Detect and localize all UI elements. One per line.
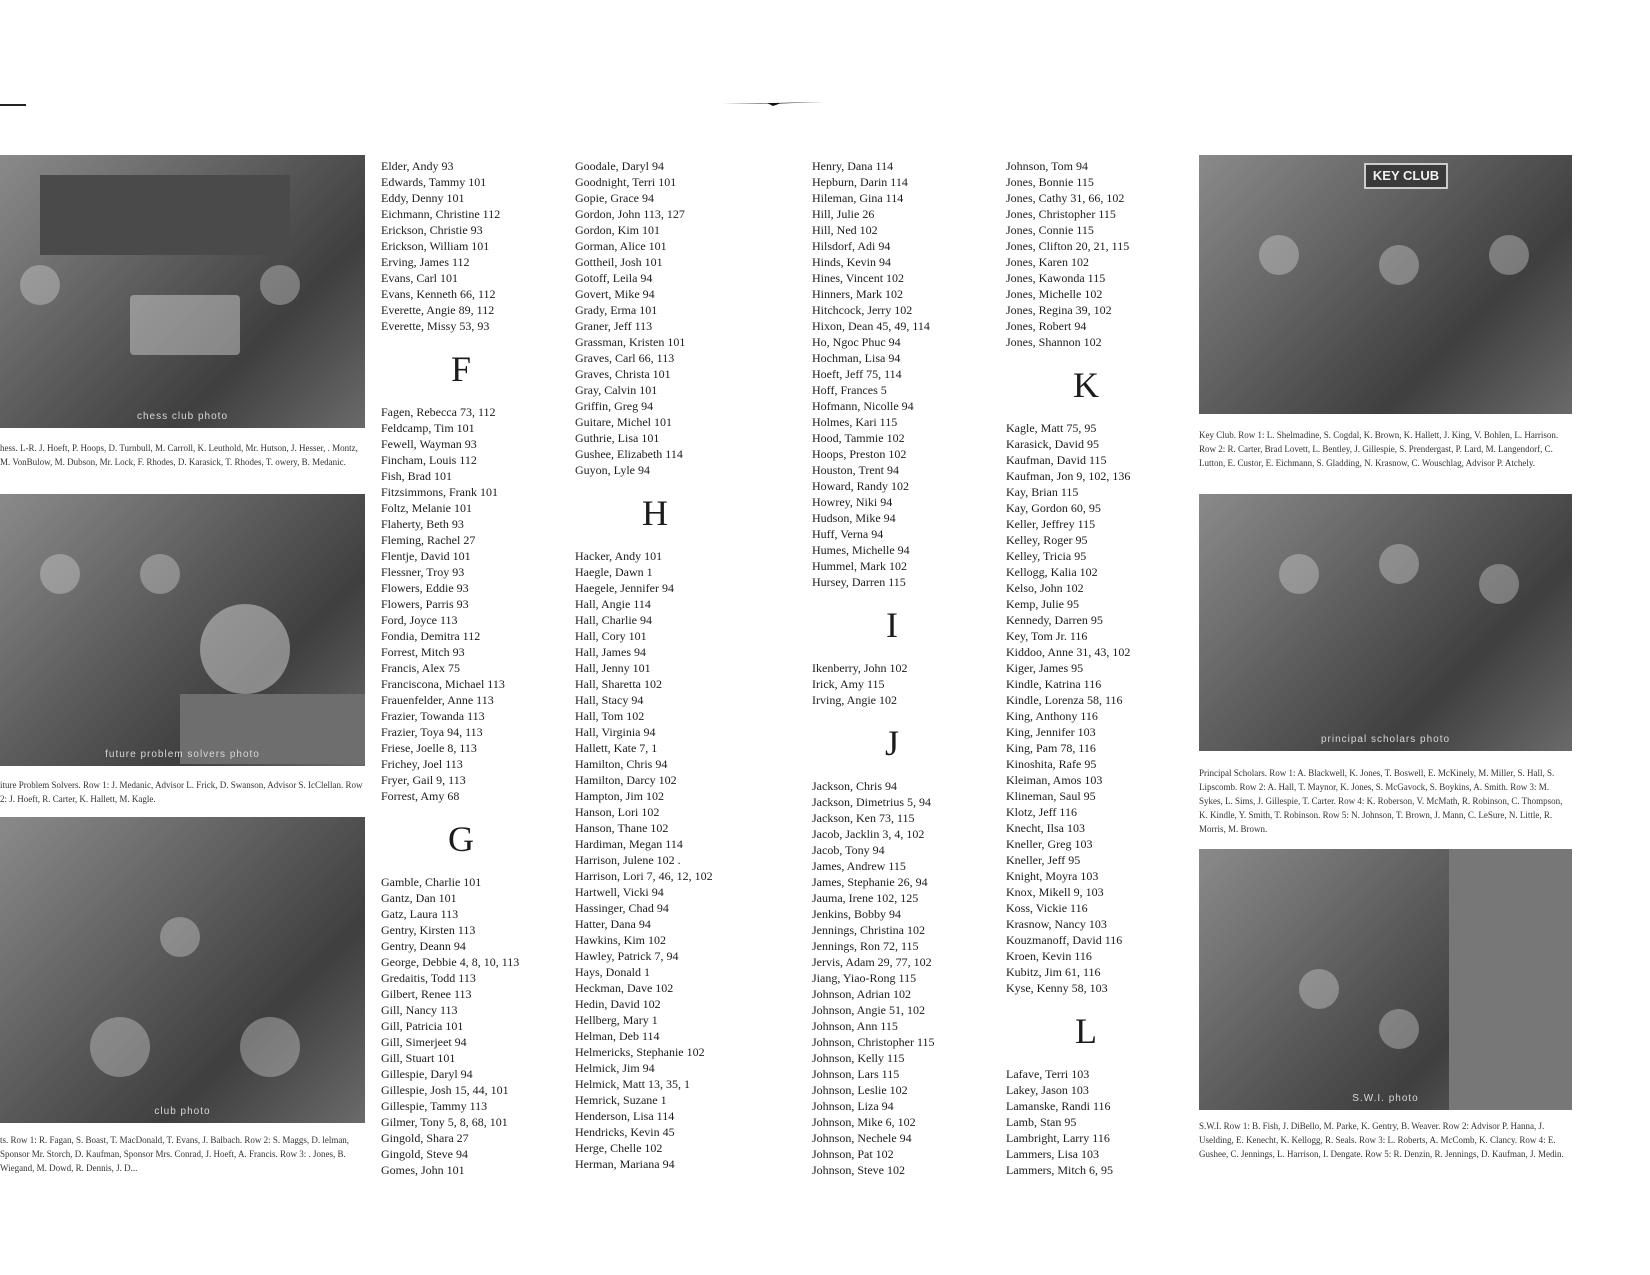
index-entry: Friese, Joelle 8, 113 <box>381 741 477 755</box>
index-entry: Jones, Cathy 31, 66, 102 <box>1006 191 1125 205</box>
index-entry: Kindle, Katrina 116 <box>1006 677 1102 691</box>
index-entry: Goodale, Daryl 94 <box>575 159 664 173</box>
index-entry: Hamilton, Darcy 102 <box>575 773 677 787</box>
index-entry: Griffin, Greg 94 <box>575 399 654 413</box>
index-entry: Kiger, James 95 <box>1006 661 1084 675</box>
index-entry: James, Andrew 115 <box>812 859 906 873</box>
index-entry: Hall, Tom 102 <box>575 709 645 723</box>
index-entry: Kaufman, David 115 <box>1006 453 1107 467</box>
index-entry: Gingold, Shara 27 <box>381 1131 469 1145</box>
page-rule-left <box>0 104 26 106</box>
index-entry: Jones, Michelle 102 <box>1006 287 1103 301</box>
index-entry: Johnson, Adrian 102 <box>812 987 911 1001</box>
index-entry: Herge, Chelle 102 <box>575 1141 663 1155</box>
future-problem-solvers-photo: future problem solvers photo <box>0 494 365 766</box>
index-entry: Helmick, Matt 13, 35, 1 <box>575 1077 690 1091</box>
section-letter: J <box>884 723 899 763</box>
index-entry: Gillespie, Tammy 113 <box>381 1099 488 1113</box>
index-entry: Kagle, Matt 75, 95 <box>1006 421 1097 435</box>
index-entry: Hines, Vincent 102 <box>812 271 905 285</box>
index-entry: Hacker, Andy 101 <box>575 549 663 563</box>
index-entry: Hampton, Jim 102 <box>575 789 664 803</box>
index-entry: Everette, Missy 53, 93 <box>381 319 490 333</box>
future-problem-solvers-caption: iture Problem Solvers. Row 1: J. Medanic, Advisor L. Frick, D. Swanson, Advisor S. IcClellan. Row 2: J. Hoeft, R. Carter, K. Hallett, M. Kagle. <box>0 780 363 804</box>
section-letter: F <box>450 349 472 389</box>
index-entry: Fondia, Demitra 112 <box>381 629 481 643</box>
index-entry: Hall, Stacy 94 <box>575 693 644 707</box>
index-entry: Kouzmanoff, David 116 <box>1006 933 1123 947</box>
index-entry: Ford, Joyce 113 <box>381 613 458 627</box>
index-entry: Henderson, Lisa 114 <box>575 1109 675 1123</box>
index-entry: Koss, Vickie 116 <box>1006 901 1088 915</box>
key-club-caption: Key Club. Row 1: L. Shelmadine, S. Cogdal, K. Brown, K. Hallett, J. King, V. Bohlen, L. Harrison. Row 2: R. Carter, Brad Lovett, L. Bentley, J. Gillespie, S. Prendergast, P. Lard, M. Langendorf, C. Lutton, E. Custor, E. Eichmann, S. Gladding, N. Krasnow, C. Wouschlag, Advisor P. Atchely. <box>1199 430 1559 468</box>
page-ornament <box>722 102 824 106</box>
index-entry: Hall, Sharetta 102 <box>575 677 662 691</box>
index-entry: Hassinger, Chad 94 <box>575 901 669 915</box>
index-entry: Hatter, Dana 94 <box>575 917 651 931</box>
index-entry: Hill, Julie 26 <box>812 207 875 221</box>
index-entry: Flowers, Eddie 93 <box>381 581 469 595</box>
index-entry: Jones, Shannon 102 <box>1006 335 1102 349</box>
index-entry: Henry, Dana 114 <box>812 159 894 173</box>
index-entry: Gilbert, Renee 113 <box>381 987 472 1001</box>
index-entry: Hoff, Frances 5 <box>812 383 887 397</box>
section-letter: K <box>1073 365 1099 405</box>
index-entry: Jervis, Adam 29, 77, 102 <box>812 955 932 969</box>
index-entry: Kelley, Tricia 95 <box>1006 549 1087 563</box>
section-letter: I <box>886 605 898 645</box>
index-entry: Johnson, Leslie 102 <box>812 1083 908 1097</box>
index-entry: Lafave, Terri 103 <box>1006 1067 1090 1081</box>
index-entry: Lakey, Jason 103 <box>1006 1083 1089 1097</box>
index-entry: Hofmann, Nicolle 94 <box>812 399 914 413</box>
index-entry: King, Jennifer 103 <box>1006 725 1096 739</box>
index-entry: Lammers, Lisa 103 <box>1006 1147 1099 1161</box>
index-entry: Hawley, Patrick 7, 94 <box>575 949 679 963</box>
index-entry: Key, Tom Jr. 116 <box>1006 629 1088 643</box>
index-entry: Hanson, Lori 102 <box>575 805 660 819</box>
index-entry: Jackson, Chris 94 <box>812 779 897 793</box>
index-entry: Hall, Charlie 94 <box>575 613 652 627</box>
index-entry: Kindle, Lorenza 58, 116 <box>1006 693 1123 707</box>
index-entry: Johnson, Mike 6, 102 <box>812 1115 916 1129</box>
index-entry: Guitare, Michel 101 <box>575 415 672 429</box>
index-entry: Lamanske, Randi 116 <box>1006 1099 1111 1113</box>
index-entry: Hall, Jenny 101 <box>575 661 651 675</box>
index-entry: Jones, Clifton 20, 21, 115 <box>1006 239 1130 253</box>
index-entry: Hochman, Lisa 94 <box>812 351 901 365</box>
index-entry: Gordon, Kim 101 <box>575 223 660 237</box>
index-entry: King, Pam 78, 116 <box>1006 741 1096 755</box>
index-entry: Jennings, Christina 102 <box>812 923 925 937</box>
index-entry: Eichmann, Christine 112 <box>381 207 501 221</box>
index-entry: Gentry, Deann 94 <box>381 939 466 953</box>
index-entry: Lamb, Stan 95 <box>1006 1115 1077 1129</box>
index-entry: Johnson, Ann 115 <box>812 1019 898 1033</box>
index-entry: Graner, Jeff 113 <box>575 319 653 333</box>
section-letter: L <box>1075 1011 1097 1051</box>
index-entry: Frauenfelder, Anne 113 <box>381 693 494 707</box>
index-entry: Francis, Alex 75 <box>381 661 460 675</box>
index-entry: Graves, Christa 101 <box>575 367 671 381</box>
index-entry: Kubitz, Jim 61, 116 <box>1006 965 1101 979</box>
index-entry: Evans, Carl 101 <box>381 271 458 285</box>
index-entry: Fitzsimmons, Frank 101 <box>381 485 499 499</box>
index-entry: Jones, Kawonda 115 <box>1006 271 1106 285</box>
index-entry: Lambright, Larry 116 <box>1006 1131 1110 1145</box>
index-entry: Hudson, Mike 94 <box>812 511 896 525</box>
index-entry: Hallett, Kate 7, 1 <box>575 741 658 755</box>
index-entry: Feldcamp, Tim 101 <box>381 421 475 435</box>
index-entry: Kaufman, Jon 9, 102, 136 <box>1006 469 1131 483</box>
index-entry: Kyse, Kenny 58, 103 <box>1006 981 1108 995</box>
index-entry: Jenkins, Bobby 94 <box>812 907 902 921</box>
index-entry: Johnson, Liza 94 <box>812 1099 894 1113</box>
index-entry: Karasick, David 95 <box>1006 437 1099 451</box>
index-entry: Kiddoo, Anne 31, 43, 102 <box>1006 645 1131 659</box>
index-entry: Kay, Brian 115 <box>1006 485 1079 499</box>
index-entry: Frazier, Towanda 113 <box>381 709 485 723</box>
index-entry: Jennings, Ron 72, 115 <box>812 939 919 953</box>
index-entry: Kroen, Kevin 116 <box>1006 949 1092 963</box>
index-entry: Grassman, Kristen 101 <box>575 335 686 349</box>
index-entry: Hummel, Mark 102 <box>812 559 907 573</box>
index-entry: Huff, Verna 94 <box>812 527 884 541</box>
index-entry: Hilsdorf, Adi 94 <box>812 239 891 253</box>
index-entry: Knox, Mikell 9, 103 <box>1006 885 1104 899</box>
index-entry: Foltz, Melanie 101 <box>381 501 472 515</box>
index-entry: Hepburn, Darin 114 <box>812 175 908 189</box>
section-letter: H <box>642 493 668 533</box>
index-entry: Gredaitis, Todd 113 <box>381 971 476 985</box>
index-entry: Guyon, Lyle 94 <box>575 463 650 477</box>
index-entry: Howard, Randy 102 <box>812 479 909 493</box>
index-entry: Flentje, David 101 <box>381 549 471 563</box>
index-entry: Hitchcock, Jerry 102 <box>812 303 913 317</box>
index-entry: Jacob, Jacklin 3, 4, 102 <box>812 827 925 841</box>
index-entry: Erickson, Christie 93 <box>381 223 483 237</box>
index-entry: Keller, Jeffrey 115 <box>1006 517 1096 531</box>
index-entry: Helmick, Jim 94 <box>575 1061 655 1075</box>
index-entry: Grady, Erma 101 <box>575 303 658 317</box>
index-entry: Hamilton, Chris 94 <box>575 757 668 771</box>
index-entry: Johnson, Christopher 115 <box>812 1035 935 1049</box>
index-entry: Flaherty, Beth 93 <box>381 517 464 531</box>
index-entry: Kellogg, Kalia 102 <box>1006 565 1098 579</box>
index-entry: Eddy, Denny 101 <box>381 191 465 205</box>
index-entry: Herman, Mariana 94 <box>575 1157 675 1171</box>
index-entry: Hall, Virginia 94 <box>575 725 656 739</box>
index-entry: Gorman, Alice 101 <box>575 239 667 253</box>
index-entry: Klotz, Jeff 116 <box>1006 805 1077 819</box>
index-entry: Hoeft, Jeff 75, 114 <box>812 367 902 381</box>
index-entry: Haegle, Dawn 1 <box>575 565 653 579</box>
index-entry: Hinners, Mark 102 <box>812 287 903 301</box>
index-entry: Hixon, Dean 45, 49, 114 <box>812 319 930 333</box>
index-entry: Hall, James 94 <box>575 645 646 659</box>
index-entry: Gingold, Steve 94 <box>381 1147 468 1161</box>
index-entry: Kemp, Julie 95 <box>1006 597 1079 611</box>
index-entry: Gatz, Laura 113 <box>381 907 459 921</box>
key-club-photo <box>1199 155 1572 414</box>
index-entry: Flowers, Parris 93 <box>381 597 469 611</box>
index-entry: Gilmer, Tony 5, 8, 68, 101 <box>381 1115 508 1129</box>
chess-club-photo: chess club photo <box>0 155 365 428</box>
index-entry: Gamble, Charlie 101 <box>381 875 482 889</box>
index-entry: Hall, Angie 114 <box>575 597 651 611</box>
index-entry: Hemrick, Suzane 1 <box>575 1093 667 1107</box>
index-column-3 <box>812 158 992 1177</box>
index-entry: Erving, James 112 <box>381 255 470 269</box>
index-entry: Harrison, Julene 102 . <box>575 853 681 867</box>
index-entry: Gomes, John 101 <box>381 1163 465 1177</box>
index-entry: Jackson, Dimetrius 5, 94 <box>812 795 931 809</box>
index-entry: Ikenberry, John 102 <box>812 661 908 675</box>
index-entry: Hardiman, Megan 114 <box>575 837 683 851</box>
index-entry: Holmes, Kari 115 <box>812 415 898 429</box>
principal-scholars-caption: Principal Scholars. Row 1: A. Blackwell, K. Jones, T. Boswell, E. McKinely, M. Miller, S. Hall, S. Lipscomb. Row 2: A. Hall, T. Maynor, K. Jones, S. McGavock, S. Boykins, A. Smith. Row 3: M. Sykes, L. Sims, J. Gillespie, T. Carter. Row 4: K. Roberson, V. McMath, R. Robinson, C. Thompson, K. Kindle, Y. Smith, T. Robinson. Row 5: N. Johnson, T. Brown, J. Mann, C. LeSure, N. Little, R. Morris, M. Brown. <box>1199 768 1563 834</box>
bottom-left-club-photo: club photo <box>0 817 365 1123</box>
index-entry: Krasnow, Nancy 103 <box>1006 917 1107 931</box>
index-entry: Hendricks, Kevin 45 <box>575 1125 675 1139</box>
index-entry: Hays, Donald 1 <box>575 965 650 979</box>
index-entry: Gotoff, Leila 94 <box>575 271 653 285</box>
index-entry: Gill, Nancy 113 <box>381 1003 458 1017</box>
index-entry: Johnson, Tom 94 <box>1006 159 1088 173</box>
index-entry: Hoops, Preston 102 <box>812 447 907 461</box>
index-entry: Gill, Simerjeet 94 <box>381 1035 467 1049</box>
index-entry: Gray, Calvin 101 <box>575 383 658 397</box>
index-entry: Johnson, Kelly 115 <box>812 1051 905 1065</box>
index-entry: Gopie, Grace 94 <box>575 191 654 205</box>
index-entry: Knight, Moyra 103 <box>1006 869 1099 883</box>
index-entry: Flessner, Troy 93 <box>381 565 465 579</box>
index-entry: Lammers, Mitch 6, 95 <box>1006 1163 1113 1177</box>
index-entry: Gantz, Dan 101 <box>381 891 457 905</box>
index-entry: Edwards, Tammy 101 <box>381 175 487 189</box>
index-entry: Gordon, John 113, 127 <box>575 207 685 221</box>
index-entry: Hill, Ned 102 <box>812 223 878 237</box>
index-entry: Johnson, Angie 51, 102 <box>812 1003 926 1017</box>
index-entry: Humes, Michelle 94 <box>812 543 910 557</box>
index-entry: Helman, Deb 114 <box>575 1029 660 1043</box>
key-club-banner: KEY CLUB <box>1364 163 1448 189</box>
index-entry: Jones, Bonnie 115 <box>1006 175 1094 189</box>
index-entry: Irving, Angie 102 <box>812 693 897 707</box>
index-entry: Jones, Robert 94 <box>1006 319 1087 333</box>
index-entry: Howrey, Niki 94 <box>812 495 893 509</box>
index-entry: Klineman, Saul 95 <box>1006 789 1096 803</box>
index-entry: Jones, Regina 39, 102 <box>1006 303 1112 317</box>
index-entry: Gill, Stuart 101 <box>381 1051 456 1065</box>
index-entry: Graves, Carl 66, 113 <box>575 351 675 365</box>
index-entry: Guthrie, Lisa 101 <box>575 431 660 445</box>
index-entry: Kelley, Roger 95 <box>1006 533 1088 547</box>
index-entry: Forrest, Mitch 93 <box>381 645 465 659</box>
index-entry: Kay, Gordon 60, 95 <box>1006 501 1101 515</box>
index-entry: Hellberg, Mary 1 <box>575 1013 658 1027</box>
index-entry: Kleiman, Amos 103 <box>1006 773 1103 787</box>
index-entry: Jackson, Ken 73, 115 <box>812 811 915 825</box>
index-entry: Jones, Christopher 115 <box>1006 207 1116 221</box>
index-entry: Elder, Andy 93 <box>381 159 454 173</box>
index-entry: Forrest, Amy 68 <box>381 789 460 803</box>
index-entry: King, Anthony 116 <box>1006 709 1098 723</box>
index-entry: Fleming, Rachel 27 <box>381 533 476 547</box>
index-entry: Heckman, Dave 102 <box>575 981 674 995</box>
index-entry: Ho, Ngoc Phuc 94 <box>812 335 901 349</box>
index-entry: Kneller, Jeff 95 <box>1006 853 1081 867</box>
index-entry: Gillespie, Josh 15, 44, 101 <box>381 1083 509 1097</box>
swi-caption: S.W.I. Row 1: B. Fish, J. DiBello, M. Parke, K. Gentry, B. Weaver. Row 2: Advisor P. Hanna, J. Uselding, E. Kenecht, K. Kellogg, R. Seals. Row 3: L. Roberts, A. McComb, K. Clancy. Row 4: E. Gushee, C. Jennings, L. Harrison, I. Dengate. Row 5: R. Denzin, R. Jennings, D. Kaufman, J. Medin. <box>1199 1121 1564 1159</box>
index-entry: Irick, Amy 115 <box>812 677 885 691</box>
index-entry: Helmericks, Stephanie 102 <box>575 1045 705 1059</box>
index-entry: Gill, Patricia 101 <box>381 1019 464 1033</box>
index-column-1 <box>381 158 561 1177</box>
index-entry: Houston, Trent 94 <box>812 463 900 477</box>
index-entry: Hartwell, Vicki 94 <box>575 885 664 899</box>
index-entry: Hileman, Gina 114 <box>812 191 904 205</box>
bottom-left-caption: ts. Row 1: R. Fagan, S. Boast, T. MacDonald, T. Evans, J. Balbach. Row 2: S. Maggs, D. lelman, Sponsor Mr. Storch, D. Kaufman, Sponsor Mrs. Conrad, J. Hoeft, A. Francis. Row 3: . Jones, B. Wiegand, M. Dowd, R. Dennis, J. D... <box>0 1135 350 1173</box>
index-entry: Hinds, Kevin 94 <box>812 255 891 269</box>
index-entry: Francisconа, Michael 113 <box>381 677 505 691</box>
index-entry: Gottheil, Josh 101 <box>575 255 663 269</box>
index-entry: Hall, Cory 101 <box>575 629 647 643</box>
index-entry: Hood, Tammie 102 <box>812 431 905 445</box>
principal-scholars-photo: principal scholars photo <box>1199 494 1572 751</box>
index-entry: Goodnight, Terri 101 <box>575 175 677 189</box>
index-entry: Fagen, Rebecca 73, 112 <box>381 405 496 419</box>
index-column-4 <box>1006 158 1186 1177</box>
index-entry: Hursey, Darren 115 <box>812 575 906 589</box>
index-entry: Evans, Kenneth 66, 112 <box>381 287 496 301</box>
index-entry: Hawkins, Kim 102 <box>575 933 666 947</box>
index-entry: James, Stephanie 26, 94 <box>812 875 928 889</box>
section-letter: G <box>448 819 474 859</box>
index-entry: Fincham, Louis 112 <box>381 453 477 467</box>
index-entry: Harrison, Lori 7, 46, 12, 102 <box>575 869 713 883</box>
index-entry: Johnson, Steve 102 <box>812 1163 905 1177</box>
index-entry: Jones, Karen 102 <box>1006 255 1089 269</box>
index-entry: George, Debbie 4, 8, 10, 113 <box>381 955 520 969</box>
index-entry: Jiang, Yiao-Rong 115 <box>812 971 917 985</box>
index-entry: Kelso, John 102 <box>1006 581 1084 595</box>
index-entry: Jones, Connie 115 <box>1006 223 1094 237</box>
index-entry: Fewell, Wayman 93 <box>381 437 477 451</box>
index-entry: Gentry, Kirsten 113 <box>381 923 476 937</box>
index-entry: Knecht, Ilsa 103 <box>1006 821 1085 835</box>
index-entry: Frichey, Joel 113 <box>381 757 463 771</box>
index-entry: Govert, Mike 94 <box>575 287 655 301</box>
chess-club-caption: hess. L-R. J. Hoeft, P. Hoops, D. Turnbull, M. Carroll, K. Leuthold, Mr. Hutson, J. Hesser, . Montz, M. VonBulow, M. Dubson, Mr. Lock, F. Rhodes, D. Karasick, T. Rhodes, T. owery, B. Medanic. <box>0 443 358 467</box>
index-entry: Kneller, Greg 103 <box>1006 837 1093 851</box>
index-entry: Frazier, Toya 94, 113 <box>381 725 483 739</box>
index-column-2 <box>575 158 755 1171</box>
index-entry: Hanson, Thane 102 <box>575 821 669 835</box>
index-entry: Erickson, William 101 <box>381 239 490 253</box>
index-entry: Hedin, David 102 <box>575 997 661 1011</box>
index-entry: Fryer, Gail 9, 113 <box>381 773 466 787</box>
index-entry: Kinoshita, Rafe 95 <box>1006 757 1097 771</box>
index-entry: Johnson, Pat 102 <box>812 1147 894 1161</box>
index-entry: Gushee, Elizabeth 114 <box>575 447 683 461</box>
index-entry: Fish, Brad 101 <box>381 469 453 483</box>
index-entry: Kennedy, Darren 95 <box>1006 613 1103 627</box>
index-entry: Jacob, Tony 94 <box>812 843 885 857</box>
index-entry: Johnson, Lars 115 <box>812 1067 900 1081</box>
index-entry: Jauma, Irene 102, 125 <box>812 891 919 905</box>
index-entry: Johnson, Nechele 94 <box>812 1131 912 1145</box>
index-entry: Everette, Angie 89, 112 <box>381 303 495 317</box>
swi-photo: S.W.I. photo <box>1199 849 1572 1110</box>
index-entry: Haegele, Jennifer 94 <box>575 581 674 595</box>
index-entry: Gillespie, Daryl 94 <box>381 1067 473 1081</box>
